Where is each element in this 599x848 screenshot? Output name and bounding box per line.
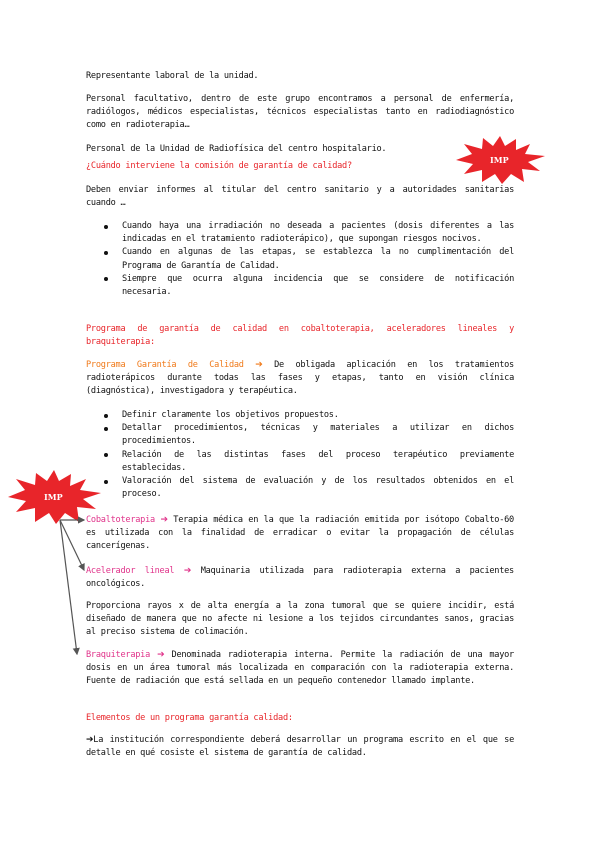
arrow-to-braquiterapia xyxy=(60,520,77,654)
text-institucion xyxy=(86,734,514,760)
text-acelerador-lineal xyxy=(86,565,514,591)
definition-acelerador: Maquinaria utilizada para radioterapia externa a pacientes oncológicos. xyxy=(86,566,514,590)
term-programa-garantia: Programa Garantía de Calidad xyxy=(86,360,244,370)
text-personal-radiofisica: Personal de la Unidad de Radiofísica del centro hospitalario. xyxy=(86,144,387,154)
term-cobaltoterapia: Cobaltoterapia xyxy=(86,515,155,525)
list-item: Valoración del sistema de evaluación y de los resultados obtenidos en el proceso. xyxy=(104,475,514,501)
text-deben-enviar: Deben enviar informes al titular del centro sanitario y a autoridades sanitarias cuando … xyxy=(86,185,514,209)
list-item: Detallar procedimientos, técnicas y materiales a utilizar en dichos procedimientos. xyxy=(104,422,514,448)
definition-braquiterapia: Denominada radioterapia interna. Permite la radiación de una mayor dosis en un área tumoral más localizada en comparación con la radioterapia externa. Fuente de radiación que está sellada en un pequeño contenedor llamado implante. xyxy=(86,650,514,687)
term-braquiterapia: Braquiterapia xyxy=(86,650,151,660)
arrow-right-icon: ➔ xyxy=(255,360,263,370)
text-proporciona-rayos: Proporciona rayos x de alta energía a la zona tumoral que se quiere incidir, está diseñado de manera que no afecte ni lesione a los tejidos circundantes sanos, gracias al preciso sistema de colimación. xyxy=(86,601,514,638)
list-item: Cuando haya una irradiación no deseada a pacientes (dosis diferentes a las indicadas en el tratamiento radioterápico), que supongan riesgos nocivos. xyxy=(104,220,514,246)
question-heading: ¿Cuándo interviene la comisión de garantía de calidad? xyxy=(86,161,352,171)
term-acelerador-lineal: Acelerador lineal xyxy=(86,566,175,576)
text-braquiterapia xyxy=(86,649,514,689)
arrow-right-icon: ➔ xyxy=(160,515,168,525)
arrow-right-icon: ➔ xyxy=(157,650,165,660)
list-item: Relación de las distintas fases del proceso terapéutico previamente establecidas. xyxy=(104,449,514,475)
definition-programa-garantia: De obligada aplicación en los tratamientos radioterápicos durante todas las fases y etapas, tanto en visión clínica (diagnóstica), investigadora y terapéutica. xyxy=(86,360,514,397)
imp-label-1: IMP xyxy=(490,155,509,165)
arrow-right-icon: ➔ xyxy=(86,735,94,745)
text-institucion-body: La institución correspondiente deberá desarrollar un programa escrito en el que se detalle en qué cosiste el sistema de garantía de calidad. xyxy=(86,735,514,759)
arrow-right-icon: ➔ xyxy=(183,566,192,576)
text-personal-facultativo: Personal facultativo, dentro de este grupo encontramos a personal de enfermería, radiólogos, médicos especialistas, técnicos especialistas tanto en radiodiagnóstico como en radioterapia… xyxy=(86,94,514,131)
imp-label-2: IMP xyxy=(44,492,63,502)
section-heading-programa: Programa de garantía de calidad en cobaltoterapia, aceleradores lineales y braquiterapia: xyxy=(86,324,514,348)
definition-cobaltoterapia: Terapia médica en la que la radiación emitida por isótopo Cobalto-60 es utilizada con la finalidad de erradicar o evitar la propagación de células cancerígenas. xyxy=(86,515,514,552)
section-heading-elementos: Elementos de un programa garantía calidad: xyxy=(86,713,293,723)
text-representante: Representante laboral de la unidad. xyxy=(86,71,259,81)
list-item: Definir claramente los objetivos propuestos. xyxy=(104,409,514,422)
text-cobaltoterapia xyxy=(86,514,514,554)
list-item: Cuando en algunas de las etapas, se establezca la no cumplimentación del Programa de Garantía de Calidad. xyxy=(104,246,514,272)
list-item: Siempre que ocurra alguna incidencia que se considere de notificación necesaria. xyxy=(104,273,514,299)
